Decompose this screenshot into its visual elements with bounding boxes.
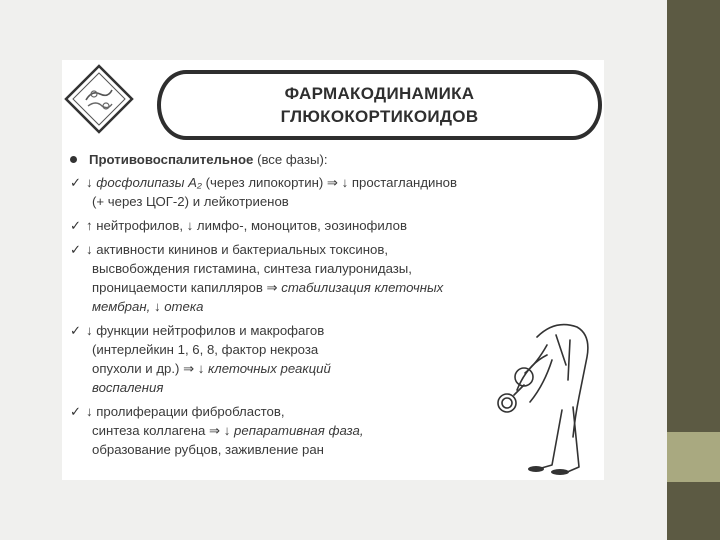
heading-main: Противовоспалительное xyxy=(89,152,254,167)
side-bar-accent xyxy=(667,432,720,482)
item-5-line-2: синтеза коллагена ⇒ ↓ репаративная фаза, xyxy=(92,423,364,438)
bullet-icon xyxy=(70,156,77,163)
check-icon: ✓ xyxy=(70,175,82,190)
item-4-line-4: воспаления xyxy=(92,380,164,395)
diamond-emblem-icon xyxy=(64,64,134,134)
slide-image xyxy=(62,60,604,480)
item-1-line-2: (+ через ЦОГ-2) и лейкотриенов xyxy=(92,194,289,209)
check-icon: ✓ xyxy=(70,218,82,233)
item-5-line-3: образование рубцов, заживление ран xyxy=(92,442,324,457)
item-2: ✓ ↑ нейтрофилов, ↓ лимфо-, моноцитов, эозинофилов xyxy=(70,218,407,233)
side-bar-bottom xyxy=(667,482,720,540)
heading-note: (все фазы): xyxy=(257,152,328,167)
item-4-line-3: опухоли и др.) ⇒ ↓ клеточных реакций xyxy=(92,361,331,376)
check-icon: ✓ xyxy=(70,404,82,419)
item-1-em: фосфолипазы А₂ xyxy=(96,175,202,190)
doctor-with-magnifier-illustration xyxy=(452,315,602,480)
item-3-line-2: высвобождения гистамина, синтеза гиалуронидазы, xyxy=(92,261,412,276)
check-icon: ✓ xyxy=(70,242,82,257)
item-3-line-3: проницаемости капилляров ⇒ стабилизация клеточных xyxy=(92,280,444,295)
item-3-line-4: мембран, ↓ отека xyxy=(92,299,204,314)
title-line-1: ФАРМАКОДИНАМИКА xyxy=(284,84,475,103)
heading-row xyxy=(70,150,328,169)
item-4-line-1: ✓ ↓ функции нейтрофилов и макрофагов xyxy=(70,323,325,338)
check-icon: ✓ xyxy=(70,323,82,338)
title-box xyxy=(157,70,602,140)
item-5-line-1: ✓ ↓ пролиферации фибробластов, xyxy=(70,404,285,419)
side-bar-top xyxy=(667,0,720,432)
title-line-2: ГЛЮКОКОРТИКОИДОВ xyxy=(280,107,479,126)
item-4-line-2: (интерлейкин 1, 6, 8, фактор некроза xyxy=(92,342,319,357)
item-1-line-1: ✓ ↓ фосфолипазы А₂ (через липокортин) ⇒ ↓ простагландинов xyxy=(70,175,458,190)
item-3-line-1: ✓ ↓ активности кининов и бактериальных токсинов, xyxy=(70,242,389,257)
